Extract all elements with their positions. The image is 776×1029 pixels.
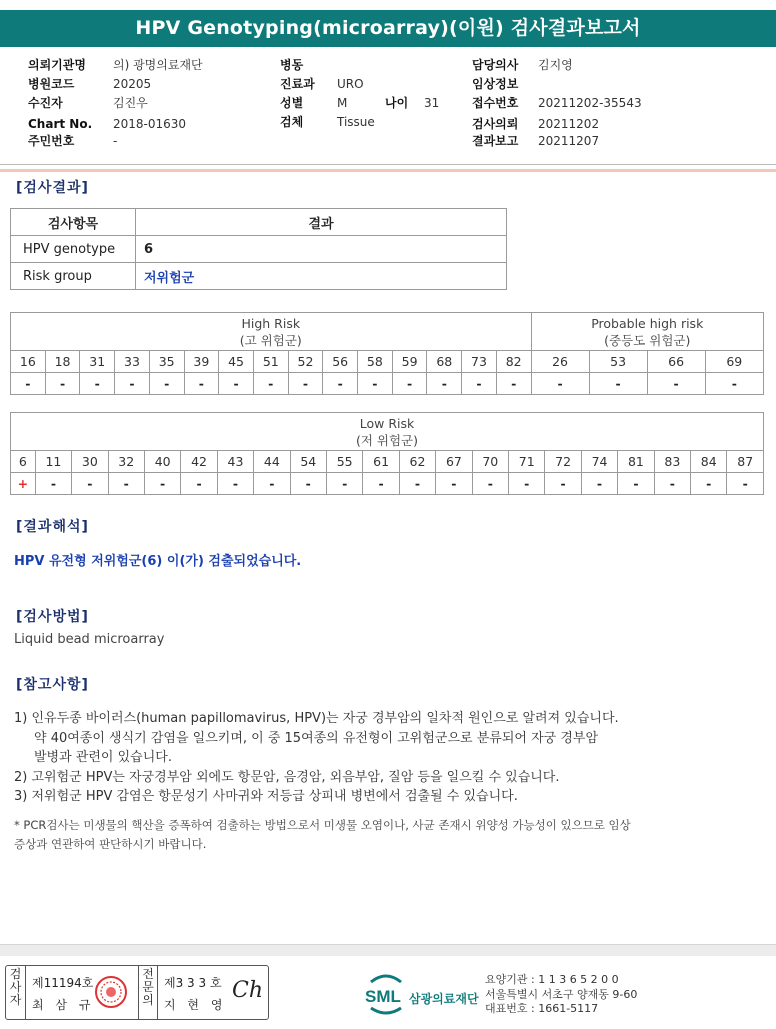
result-table-header-item: 검사항목 [11,209,136,236]
hr-result-cell-7: - [253,373,288,395]
hr-type-cell-7: 51 [253,351,288,373]
lr-result-cell-20: - [727,473,764,495]
signature-box [5,965,269,1020]
hr-result-cell-15: - [531,373,589,395]
lr-result-cell-18: - [654,473,690,495]
section-notes-title: [참고사항] [16,677,89,693]
vlabel-char: 의 [142,993,154,1007]
value-accession-no: 20211202-35543 [538,96,642,110]
org-phone: 대표번호 : 1661-5117 [485,1002,599,1015]
lr-type-cell-9: 55 [326,451,362,473]
value-hospital-code: 20205 [113,77,152,91]
hr-result-cell-4: - [149,373,184,395]
org-institution-code: 요양기관 : 1 1 3 6 5 2 0 0 [485,973,619,986]
specialist-label [138,966,158,1019]
value-report-date: 20211207 [538,134,600,148]
lr-type-cell-14: 71 [509,451,545,473]
result-item-genotype: HPV genotype [11,236,136,263]
interpretation-text: HPV 유전형 저위험군(6) 이(가) 검출되었습니다. [14,554,302,569]
hr-result-cell-1: - [45,373,80,395]
hr-result-cell-3: - [115,373,150,395]
value-department: URO [337,77,364,91]
label-age: 나이 [385,96,409,110]
low-risk-genotype-table [10,412,764,495]
hr-result-cell-18: - [705,373,763,395]
high-risk-type-row [11,351,764,373]
hr-result-cell-13: - [462,373,497,395]
high-risk-subtitle: (고 위험군) [239,332,302,348]
result-table [10,208,507,290]
high-risk-genotype-table [10,312,764,395]
lr-type-cell-4: 40 [144,451,180,473]
lr-type-cell-13: 70 [472,451,508,473]
lr-result-cell-17: - [618,473,654,495]
hr-result-cell-9: - [323,373,358,395]
low-risk-result-row [11,473,764,495]
hr-type-cell-5: 39 [184,351,219,373]
hr-type-cell-2: 31 [80,351,115,373]
lr-type-cell-2: 30 [72,451,108,473]
lr-result-cell-0: + [11,473,36,495]
lr-result-cell-12: - [436,473,472,495]
note-1-line-3: 발병과 관련이 있습니다. [34,750,172,765]
section-method-title: [검사방법] [16,609,89,625]
hr-result-cell-10: - [358,373,393,395]
low-risk-title: Low Risk [359,415,415,431]
vlabel-char: 자 [9,993,22,1007]
lr-result-cell-7: - [254,473,290,495]
lr-type-cell-3: 32 [108,451,144,473]
lr-result-cell-10: - [363,473,399,495]
note-2: 2) 고위험군 HPV는 자궁경부암 외에도 항문암, 음경암, 외음부암, 질암 등을 일으킬 수 있습니다. [14,769,560,785]
lr-type-cell-18: 83 [654,451,690,473]
examiner-info [32,966,132,1019]
hr-type-cell-0: 16 [11,351,46,373]
lr-result-cell-16: - [581,473,617,495]
value-age: 31 [424,96,440,110]
high-risk-result-row [11,373,764,395]
lr-type-cell-6: 43 [217,451,253,473]
hr-type-cell-8: 52 [288,351,323,373]
note-1-line-2: 약 40여종이 생식기 감염을 일으키며, 이 중 15여종의 유전형이 고위험군으로 분류되어 자궁 경부암 [34,730,599,746]
examiner-license-no: 제11194호 [32,976,94,990]
label-chart-no: Chart No. [28,117,93,131]
probable-high-risk-title: Probable high risk [591,315,704,331]
notes-list [14,709,764,807]
hr-result-cell-11: - [392,373,427,395]
header-divider [0,164,776,165]
hr-type-cell-14: 82 [496,351,531,373]
specialist-name: 지 현 영 [164,998,227,1012]
specialist-signature: Ch [232,978,264,1003]
label-department: 진료과 [280,77,315,91]
hr-type-cell-9: 56 [323,351,358,373]
sml-logo-text: SML [365,987,401,1006]
label-specimen: 검체 [280,115,304,129]
report-title: HPV Genotyping(microarray)(이원) 검사결과보고서 [0,10,776,47]
hr-type-cell-13: 73 [462,351,497,373]
note-1-line-1: 1) 인유두종 바이러스(human papillomavirus, HPV)는 자궁 경부암의 일차적 원인으로 알려져 있습니다. [14,711,619,726]
hr-result-cell-16: - [589,373,647,395]
high-risk-header [11,313,532,351]
label-patient: 수진자 [28,96,63,110]
value-chart-no: 2018-01630 [113,117,187,131]
vlabel-char: 전 [142,967,154,981]
hr-result-cell-12: - [427,373,462,395]
org-contact [485,973,637,1017]
examiner-name: 최 삼 규 [32,998,95,1012]
method-text: Liquid bead microarray [14,632,165,647]
result-item-risk-group: Risk group [11,263,136,290]
hr-type-cell-12: 68 [427,351,462,373]
lr-type-cell-10: 61 [363,451,399,473]
footer-band [0,944,776,956]
hr-type-cell-3: 33 [115,351,150,373]
low-risk-header [11,413,764,451]
lr-result-cell-5: - [181,473,217,495]
hr-type-cell-11: 59 [392,351,427,373]
header-accent-line [0,169,776,172]
specialist-license-no: 제3 3 3 호 [164,976,222,990]
hr-result-cell-6: - [219,373,254,395]
table-row [11,263,507,290]
lr-type-cell-8: 54 [290,451,326,473]
low-risk-type-row [11,451,764,473]
lr-result-cell-14: - [509,473,545,495]
lr-result-cell-8: - [290,473,326,495]
label-accession-no: 접수번호 [472,96,519,110]
value-request-date: 20211202 [538,117,600,131]
label-hospital-code: 병원코드 [28,77,75,91]
result-value-genotype: 6 [136,236,507,263]
lr-type-cell-15: 72 [545,451,581,473]
lr-type-cell-12: 67 [436,451,472,473]
vlabel-char: 검 [9,967,22,981]
vlabel-char: 사 [9,980,22,994]
label-sex: 성별 [280,96,304,110]
hr-type-cell-18: 69 [705,351,763,373]
note-3: 3) 저위험군 HPV 감염은 항문성기 사마귀와 저등급 상피내 병변에서 검출될 수 있습니다. [14,789,518,804]
lr-result-cell-4: - [144,473,180,495]
lr-result-cell-11: - [399,473,435,495]
lr-type-cell-20: 87 [727,451,764,473]
label-request-date: 검사의뢰 [472,117,519,131]
value-sex: M [337,96,348,110]
lr-type-cell-19: 84 [691,451,727,473]
lr-type-cell-5: 42 [181,451,217,473]
lr-result-cell-2: - [72,473,108,495]
label-resident-no: 주민번호 [28,134,75,148]
hr-result-cell-17: - [647,373,705,395]
examiner-label [6,966,26,1019]
table-row [11,236,507,263]
org-address: 서울특별시 서초구 양재동 9-60 [485,987,638,1001]
hr-result-cell-14: - [496,373,531,395]
section-result-title: [검사결과] [16,180,89,196]
result-value-risk-group: 저위험군 [136,263,507,290]
high-risk-title: High Risk [241,315,301,331]
lr-result-cell-19: - [691,473,727,495]
hr-type-cell-15: 26 [531,351,589,373]
specialist-info [164,966,268,1019]
pcr-footnote [14,816,764,854]
label-clinical-info: 임상정보 [472,77,519,91]
lr-result-cell-1: - [35,473,71,495]
lr-type-cell-17: 81 [618,451,654,473]
low-risk-subtitle: (저 위험군) [355,432,419,448]
pcr-footnote-line-1: * PCR검사는 미생물의 핵산을 증폭하여 검출하는 방법으로서 미생물 오염이나, 사균 존재시 위양성 가능성이 있으므로 임상 [14,818,631,832]
label-physician: 담당의사 [472,58,519,72]
hr-type-cell-4: 35 [149,351,184,373]
lr-result-cell-3: - [108,473,144,495]
lr-result-cell-9: - [326,473,362,495]
lr-type-cell-7: 44 [254,451,290,473]
value-resident-no: - [113,134,118,148]
lr-type-cell-0: 6 [11,451,36,473]
label-report-date: 결과보고 [472,134,519,148]
lr-result-cell-15: - [545,473,581,495]
lr-result-cell-6: - [217,473,253,495]
pcr-footnote-line-2: 증상과 연관하여 판단하시기 바랍니다. [14,837,207,851]
probable-high-risk-header [531,313,763,351]
hr-type-cell-10: 58 [358,351,393,373]
hr-type-cell-6: 45 [219,351,254,373]
probable-high-risk-subtitle: (중등도 위험군) [604,332,691,348]
lr-type-cell-11: 62 [399,451,435,473]
value-physician: 김지영 [538,58,573,72]
lr-type-cell-1: 11 [35,451,71,473]
lr-result-cell-13: - [472,473,508,495]
result-table-header-result: 결과 [136,209,507,236]
label-ward: 병동 [280,58,304,72]
value-specimen: Tissue [337,115,375,129]
label-requester: 의뢰기관명 [28,58,86,72]
hr-type-cell-1: 18 [45,351,80,373]
section-interpretation-title: [결과해석] [16,519,89,535]
hr-result-cell-5: - [184,373,219,395]
hr-result-cell-2: - [80,373,115,395]
value-requester: 의) 광명의료재단 [113,58,203,72]
hr-type-cell-17: 66 [647,351,705,373]
sml-logo [365,972,407,1016]
hr-type-cell-16: 53 [589,351,647,373]
hr-result-cell-0: - [11,373,46,395]
hr-result-cell-8: - [288,373,323,395]
lr-type-cell-16: 74 [581,451,617,473]
org-name: 삼광의료재단 [409,992,479,1006]
examiner-seal [94,975,128,1009]
value-patient: 김진우 [113,96,148,110]
vlabel-char: 문 [142,980,154,994]
